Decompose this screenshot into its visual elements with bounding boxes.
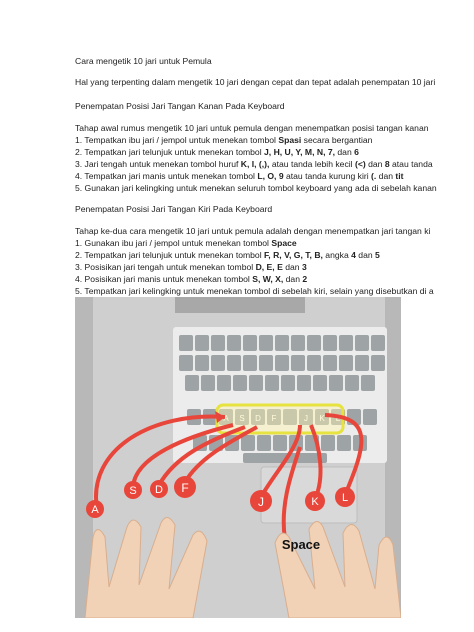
keyboard-key: [179, 355, 193, 371]
right-hand-item-4: 4. Tempatkan jari manis untuk menekan tombol L, O, 9 atau tanda kurung kiri (. dan tit: [75, 171, 404, 181]
home-key-d: D: [255, 414, 261, 423]
home-key-a: A: [223, 414, 229, 423]
home-key-j: J: [304, 414, 308, 423]
right-hand-item-3: 3. Jari tengah untuk menekan tombol huruf K, I, (,), atau tanda lebih kecil (<) dan 8 atau tanda: [75, 159, 433, 169]
keyboard-key: [243, 355, 257, 371]
intro-paragraph: [75, 76, 474, 88]
keyboard-key: [323, 355, 337, 371]
keyboard-key: [241, 435, 255, 451]
keyboard-key: [211, 335, 225, 351]
right-hand-item-1: 1. Tempatkan ibu jari / jempol untuk menekan tombol Spasi secara bergantian: [75, 135, 373, 145]
keyboard-key: [371, 335, 385, 351]
keyboard-key: [259, 355, 273, 371]
right-hand-lead: Tahap awal rumus mengetik 10 jari untuk pemula dengan menempatkan posisi tangan kanan: [75, 123, 429, 133]
keyboard-key: [265, 375, 279, 391]
keyboard-key: [217, 375, 231, 391]
keyboard-key: [179, 335, 193, 351]
keyboard-key: [337, 435, 351, 451]
keyboard-key: [185, 375, 199, 391]
keyboard-key: [355, 335, 369, 351]
keyboard-key: [195, 335, 209, 351]
keyboard-key: [249, 375, 263, 391]
keyboard-key: [361, 375, 375, 391]
keyboard-key: [297, 375, 311, 391]
keyboard-key: [313, 375, 327, 391]
keyboard-key: [227, 335, 241, 351]
keyboard-key: [339, 355, 353, 371]
keyboard-illustration-svg: [75, 297, 401, 618]
home-key-s: S: [239, 414, 245, 423]
keyboard-key: [323, 335, 337, 351]
left-hand-heading: Penempatan Posisi Jari Tangan Kiri Pada Keyboard: [75, 204, 273, 214]
keyboard-key: [233, 375, 247, 391]
left-hand-lead: Tahap ke-dua cara mengetik 10 jari untuk pemula adalah dengan menempatkan jari tangan ki: [75, 226, 431, 236]
label-f: F: [181, 481, 189, 495]
home-key-l: L: [335, 414, 341, 423]
keyboard-key: [281, 375, 295, 391]
right-hand-item-2: 2. Tempatkan jari telunjuk untuk menekan tombol J, H, U, Y, M, N, 7, dan 6: [75, 147, 359, 157]
left-hand-item-4: 4. Posisikan jari manis untuk menekan tombol S, W, X, dan 2: [75, 274, 308, 284]
document-title: Cara mengetik 10 jari untuk Pemula: [75, 56, 212, 66]
left-hand-item-2: 2. Tempatkan jari telunjuk untuk menekan tombol F, R, V, G, T, B, angka 4 dan 5: [75, 250, 380, 260]
label-s: S: [129, 485, 137, 497]
right-hand-item-5: 5. Gunakan jari kelingking untuk menekan seluruh tombol keyboard yang ada di sebelah kanan: [75, 183, 437, 193]
left-hand-item-5: 5. Tempatkan jari kelingking untuk menekan tombol di sebelah kiri, selain yang disebutkan di a: [75, 286, 434, 296]
keyboard-illustration: [75, 297, 401, 618]
intro-text: Hal yang terpenting dalam mengetik 10 jari dengan cepat dan tepat adalah penempatan 10 jari: [75, 77, 436, 87]
keyboard-key: [291, 355, 305, 371]
keyboard-key: [307, 335, 321, 351]
keyboard-key: [355, 355, 369, 371]
keyboard-key: [227, 355, 241, 371]
keyboard-key: [275, 355, 289, 371]
keyboard-key: [275, 335, 289, 351]
label-a: A: [91, 504, 99, 516]
keyboard-key: [339, 335, 353, 351]
keyboard-key: [243, 335, 257, 351]
keyboard-key: [363, 409, 377, 425]
space-label: Space: [281, 537, 321, 552]
keyboard-key: [307, 355, 321, 371]
keyboard-key: [211, 355, 225, 371]
keyboard-key: [195, 355, 209, 371]
keyboard-key: [201, 375, 215, 391]
right-hand-section: [75, 122, 474, 194]
keyboard-key: [259, 335, 273, 351]
left-hand-section: [75, 225, 474, 297]
keyboard-key: [291, 335, 305, 351]
hinge: [175, 297, 305, 313]
label-l: L: [341, 492, 349, 504]
home-key-f: F: [271, 414, 277, 423]
keyboard-key: [321, 435, 335, 451]
label-k: K: [311, 496, 319, 508]
keyboard-key: [371, 355, 385, 371]
keyboard-key: [329, 375, 343, 391]
keyboard-key: [257, 435, 271, 451]
home-key-k: K: [319, 414, 325, 423]
keyboard-key: [345, 375, 359, 391]
label-d: D: [155, 484, 163, 496]
left-hand-item-3: 3. Posisikan jari tengah untuk menekan tombol D, E, E dan 3: [75, 262, 307, 272]
keyboard-key: [273, 435, 287, 451]
right-hand-heading: Penempatan Posisi Jari Tangan Kanan Pada Keyboard: [75, 101, 285, 111]
left-hand-item-1: 1. Gunakan ibu jari / jempol untuk menekan tombol Space: [75, 238, 297, 248]
label-j: J: [258, 495, 264, 509]
